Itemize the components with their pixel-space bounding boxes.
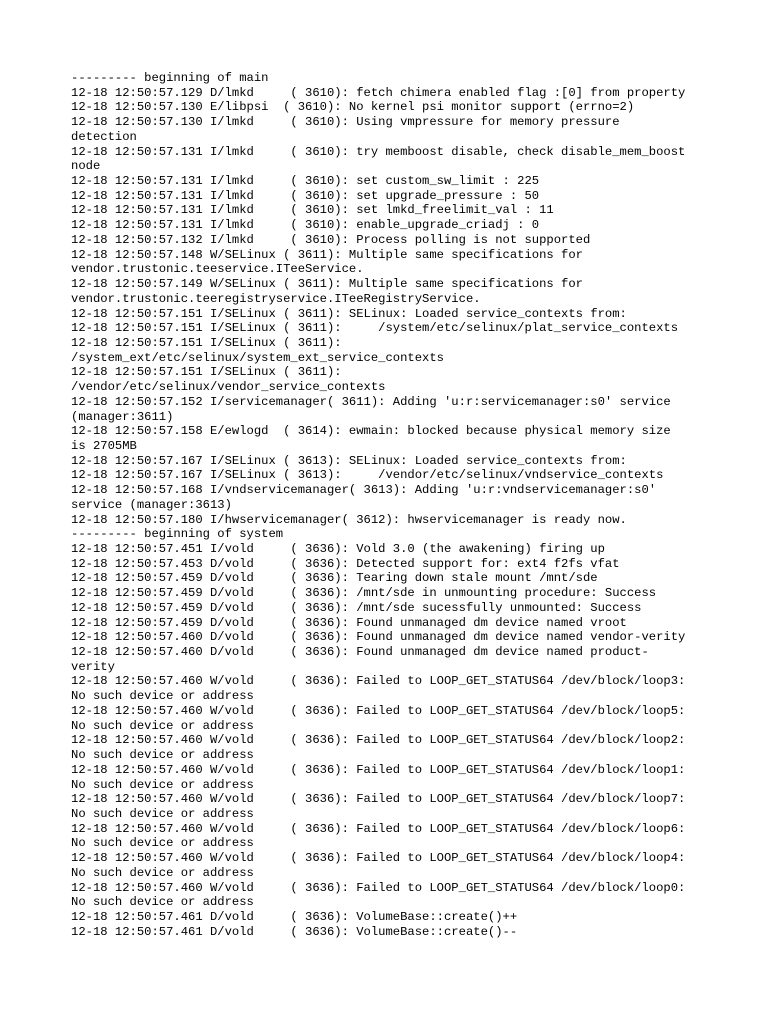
log-line: 12-18 12:50:57.451 I/vold ( 3636): Vold 3.0 (the awakening) firing up [71, 542, 605, 556]
log-line: /system_ext/etc/selinux/system_ext_service_contexts [71, 350, 444, 365]
log-line: 12-18 12:50:57.459 D/vold ( 3636): /mnt/sde sucessfully unmounted: Success [71, 600, 642, 615]
log-line: 12-18 12:50:57.152 I/servicemanager( 3611): Adding 'u:r:servicemanager:s0' service [71, 394, 671, 409]
log-line: 12-18 12:50:57.453 D/vold ( 3636): Detected support for: ext4 f2fs vfat [71, 556, 620, 571]
log-line: service (manager:3613) [71, 497, 232, 512]
log-line: 12-18 12:50:57.131 I/lmkd ( 3610): try memboost disable, check disable_mem_boost [71, 144, 686, 159]
log-line: /vendor/etc/selinux/vendor_service_contexts [71, 380, 386, 395]
log-line: 12-18 12:50:57.131 I/lmkd ( 3610): set lmkd_freelimit_val : 11 [71, 203, 554, 218]
log-line: 12-18 12:50:57.167 I/SELinux ( 3613): /vendor/etc/selinux/vndservice_contexts [71, 468, 664, 483]
log-line: No such device or address [71, 718, 254, 733]
log-text [71, 71, 711, 939]
log-line: 12-18 12:50:57.459 D/vold ( 3636): Found unmanaged dm device named vroot [71, 615, 627, 630]
log-section-header: --------- beginning of system [71, 527, 284, 542]
log-line: No such device or address [71, 865, 254, 880]
log-line: No such device or address [71, 806, 254, 821]
log-page [71, 71, 711, 939]
log-line: 12-18 12:50:57.158 E/ewlogd ( 3614): ewmain: blocked because physical memory size [71, 424, 671, 439]
log-line: 12-18 12:50:57.460 W/vold ( 3636): Failed to LOOP_GET_STATUS64 /dev/block/loop4: [71, 851, 686, 866]
log-line: 12-18 12:50:57.460 D/vold ( 3636): Found unmanaged dm device named vendor-verity [71, 630, 686, 645]
log-line: node [71, 159, 101, 174]
log-line: No such device or address [71, 777, 254, 792]
log-line: vendor.trustonic.teeservice.ITeeService. [71, 262, 364, 277]
log-line: 12-18 12:50:57.130 I/lmkd ( 3610): Using vmpressure for memory pressure [71, 115, 620, 130]
log-line: 12-18 12:50:57.131 I/lmkd ( 3610): enable_upgrade_criadj : 0 [71, 218, 540, 233]
log-line: 12-18 12:50:57.151 I/SELinux ( 3611): [71, 335, 342, 350]
log-line: 12-18 12:50:57.460 W/vold ( 3636): Failed to LOOP_GET_STATUS64 /dev/block/loop1: [71, 762, 686, 777]
log-line: 12-18 12:50:57.149 W/SELinux ( 3611): Multiple same specifications for [71, 277, 583, 292]
log-line: 12-18 12:50:57.460 W/vold ( 3636): Failed to LOOP_GET_STATUS64 /dev/block/loop5: [71, 703, 686, 718]
log-line: No such device or address [71, 689, 254, 704]
log-line: 12-18 12:50:57.151 I/SELinux ( 3611): [71, 365, 342, 380]
log-line: detection [71, 129, 137, 144]
log-line: 12-18 12:50:57.459 D/vold ( 3636): /mnt/sde in unmounting procedure: Success [71, 586, 657, 601]
log-line: 12-18 12:50:57.180 I/hwservicemanager( 3612): hwservicemanager is ready now. [71, 512, 627, 527]
log-line: 12-18 12:50:57.461 D/vold ( 3636): VolumeBase::create()++ [71, 909, 518, 924]
log-line: No such device or address [71, 748, 254, 763]
log-line: 12-18 12:50:57.148 W/SELinux ( 3611): Multiple same specifications for [71, 247, 583, 262]
log-line: No such device or address [71, 836, 254, 851]
log-line: 12-18 12:50:57.130 E/libpsi ( 3610): No kernel psi monitor support (errno=2) [71, 100, 635, 115]
log-line: 12-18 12:50:57.167 I/SELinux ( 3613): SELinux: Loaded service_contexts from: [71, 453, 627, 468]
log-line: 12-18 12:50:57.151 I/SELinux ( 3611): /system/etc/selinux/plat_service_contexts [71, 321, 679, 336]
log-line: 12-18 12:50:57.461 D/vold ( 3636): VolumeBase::create()-- [71, 924, 518, 939]
log-line: 12-18 12:50:57.460 W/vold ( 3636): Failed to LOOP_GET_STATUS64 /dev/block/loop3: [71, 674, 686, 689]
log-line: 12-18 12:50:57.131 I/lmkd ( 3610): set custom_sw_limit : 225 [71, 174, 540, 189]
log-line: 12-18 12:50:57.460 D/vold ( 3636): Found unmanaged dm device named product- [71, 645, 649, 660]
log-line: 12-18 12:50:57.460 W/vold ( 3636): Failed to LOOP_GET_STATUS64 /dev/block/loop6: [71, 821, 686, 836]
log-line: 12-18 12:50:57.459 D/vold ( 3636): Tearing down stale mount /mnt/sde [71, 571, 598, 586]
log-line: 12-18 12:50:57.132 I/lmkd ( 3610): Process polling is not supported [71, 232, 591, 247]
log-line: is 2705MB [71, 438, 137, 453]
log-line: No such device or address [71, 895, 254, 910]
log-line: 12-18 12:50:57.460 W/vold ( 3636): Failed to LOOP_GET_STATUS64 /dev/block/loop2: [71, 733, 686, 748]
log-line: vendor.trustonic.teeregistryservice.ITeeRegistryService. [71, 291, 481, 306]
log-section-header: --------- beginning of main [71, 71, 269, 85]
log-line: (manager:3611) [71, 409, 174, 424]
log-line: 12-18 12:50:57.131 I/lmkd ( 3610): set upgrade_pressure : 50 [71, 188, 540, 203]
log-line: 12-18 12:50:57.460 W/vold ( 3636): Failed to LOOP_GET_STATUS64 /dev/block/loop7: [71, 792, 686, 807]
log-line: 12-18 12:50:57.129 D/lmkd ( 3610): fetch chimera enabled flag :[0] from property [71, 85, 686, 100]
log-line: 12-18 12:50:57.168 I/vndservicemanager( 3613): Adding 'u:r:vndservicemanager:s0' [71, 483, 657, 498]
log-line: 12-18 12:50:57.460 W/vold ( 3636): Failed to LOOP_GET_STATUS64 /dev/block/loop0: [71, 880, 686, 895]
log-line: 12-18 12:50:57.151 I/SELinux ( 3611): SELinux: Loaded service_contexts from: [71, 306, 627, 321]
log-line: verity [71, 659, 115, 674]
